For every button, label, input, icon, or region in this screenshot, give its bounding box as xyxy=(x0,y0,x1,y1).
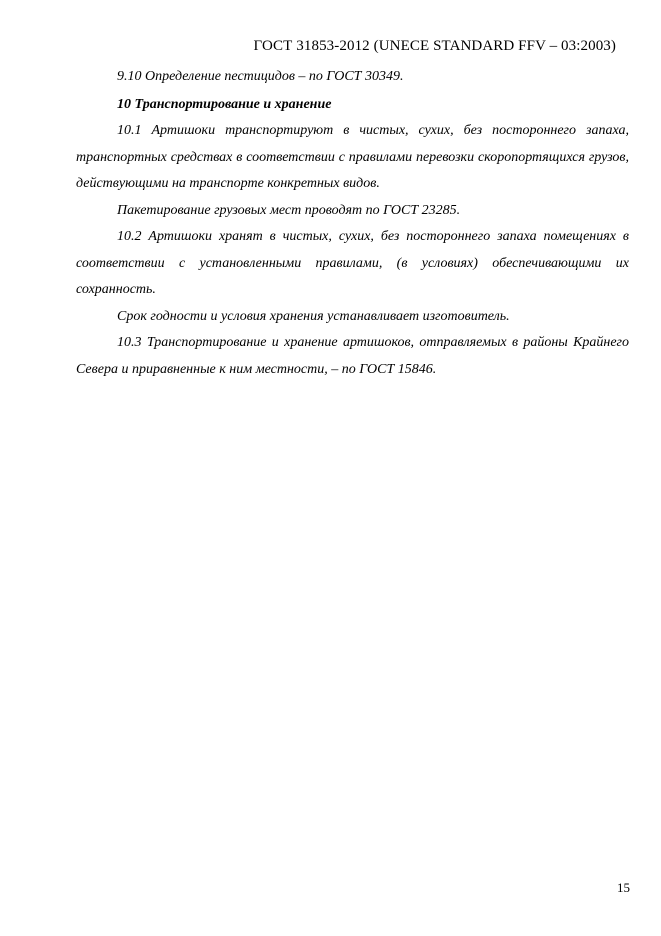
document-body xyxy=(76,64,629,383)
paragraph-shelf-life: Срок годности и условия хранения устанавливает изготовитель. xyxy=(117,308,510,324)
section-heading-10: 10 Транспортирование и хранение xyxy=(117,96,332,112)
paragraph-9-10: 9.10 Определение пестицидов – по ГОСТ 30349. xyxy=(117,69,404,84)
paragraph-10-3: 10.3 Транспортирование и хранение артишоков, отправляемых в районы Крайнего Севера и приравненные к ним местности, – по ГОСТ 15846. xyxy=(76,335,629,377)
page-number: 15 xyxy=(617,880,630,895)
paragraph-10-1: 10.1 Артишоки транспортируют в чистых, сухих, без постороннего запаха, транспортных средствах в соответствии с правилами перевозки скоропортящихся грузов, действующими на транспорте конкретных видов. xyxy=(76,123,629,191)
paragraph-10-2: 10.2 Артишоки хранят в чистых, сухих, без постороннего запаха помещениях в соответствии с установленными правилами, (в условиях) обеспечивающими их сохранность. xyxy=(76,229,629,297)
document-header: ГОСТ 31853-2012 (UNECE STANDARD FFV – 03:2003) xyxy=(253,38,616,54)
paragraph-packaging: Пакетирование грузовых мест проводят по ГОСТ 23285. xyxy=(117,202,461,218)
